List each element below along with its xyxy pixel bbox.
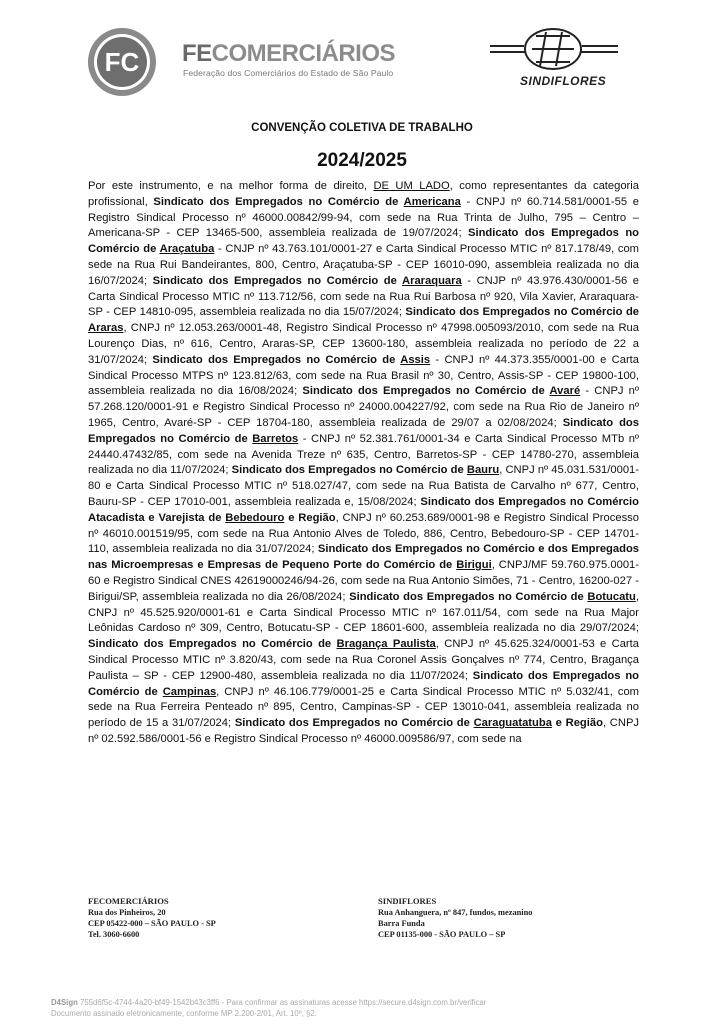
text-segment: - CNJP nº 43.763.101/0001-27 e Carta Sindical Processo MTIC nº 817.178/49, com sede na Rua Rui Bandeirantes, 800, Centro, Araçatuba-SP - CEP 16010-090, assembleia realizada no dia 16/07/2024; xyxy=(88,243,639,287)
bold-text-segment: Bauru xyxy=(466,464,500,477)
footer-left-line3: Tel. 3060-6600 xyxy=(88,930,140,939)
document-year: 2024/2025 xyxy=(317,150,407,171)
bold-text-segment: Araçatuba xyxy=(159,243,215,256)
bold-text-segment: Barretos xyxy=(252,432,299,445)
fecomerciarios-logo xyxy=(86,26,158,98)
bold-text-segment: Birigui xyxy=(456,559,492,572)
footer-left-line1: Rua dos Pinheiros, 20 xyxy=(88,908,166,917)
text-segment: - CNJP nº 43.976.430/0001-56 e Carta Sindical Processo MTIC nº 113.712/56, com sede na Rua Rui Barbosa nº 920, Vila Xavier, Araraquara-SP - CEP 14810-095, assembleia realizada no dia 15/07/2024; xyxy=(88,274,639,319)
letterhead xyxy=(0,0,724,110)
text-segment: , CNPJ/MF 59.760.975.0001-60 e Registro Sindical CNES 42619000246/94-26, com sede na Rua Antonio Simões, 71 - Centro, 16200-027 - Birigui/SP, assembleia realizada no dia 26/08/2024; xyxy=(88,559,639,603)
agreement-body-text xyxy=(88,179,639,748)
fecomerciarios-subtitle: Federação dos Comerciários do Estado de São Paulo xyxy=(183,68,394,78)
footer-right-name: SINDIFLORES xyxy=(378,896,437,906)
bold-text-segment: Sindicato dos Empregados no Comércio de xyxy=(231,464,467,477)
text-segment: , CNPJ nº 45.525.920/0001-61 e Carta Sindical Processo MTIC nº 167.011/54, com sede na Rua Major Leônidas Cardoso nº 309, Centro, Botucatu-SP - CEP 18601-600, assembleia realizada no dia 29/07/2024; xyxy=(88,590,639,635)
bold-text-segment: Campinas xyxy=(162,685,217,698)
bold-text-segment: e Região xyxy=(284,511,336,524)
d4sign-legal-line: Documento assinado eletronicamente, conforme MP 2.200-2/01, Art. 10º, §2. xyxy=(51,1009,317,1018)
bold-text-segment: Araraquara xyxy=(402,274,462,287)
footer-left-name: FECOMERCIÁRIOS xyxy=(88,896,169,906)
text-segment: , CNPJ nº 02.592.586/0001-56 e Registro Sindical Processo nº 46000.009586/97, com sede na xyxy=(88,717,639,745)
bold-text-segment: Bragança Paulista xyxy=(336,638,436,651)
text-segment: , CNPJ nº 60.253.689/0001-98 e Registro Sindical Processo nº 46010.001519/95, com sede na Rua Antonio Alves de Toledo, 886, Centro, Bebedouro-SP - CEP 14701-110, assembleia realizada no dia 31/07/2024; xyxy=(88,511,639,556)
fc-name-rest: COMERCIÁRIOS xyxy=(211,40,396,67)
text-segment: - CNPJ nº 57.268.120/0001-91 e Registro Sindical Processo nº 24000.004227/92, com sede na Rua Rio de Janeiro nº 1965, Centro, Avaré-SP - CEP 18704-180, assembleia realizada de 29/07 a 02/08/2024; xyxy=(88,385,639,429)
bold-text-segment: Sindicato dos Empregados no Comércio de xyxy=(234,717,474,730)
fc-logo-letters: FC xyxy=(104,47,140,77)
d4sign-brand: D4Sign xyxy=(51,998,78,1007)
fc-name-fe: FE xyxy=(182,40,212,67)
bold-text-segment: Sindicato dos Empregados no Comércio Atacadista e Varejista de xyxy=(88,495,639,524)
sindiflores-name: SINDIFLORES xyxy=(520,74,607,88)
bold-text-segment: Avaré xyxy=(549,385,581,398)
bold-text-segment: Sindicato dos Empregados no Comércio de xyxy=(349,590,588,603)
text-segment: , CNPJ nº 46.106.779/0001-25 e Carta Sindical Processo MTIC nº 5.032/41, com sede na Rua Ferreira Penteado nº 895, Centro, Campinas-SP - CEP 13010-041, assembleia realizada no período de 15 a 31/07/2024; xyxy=(88,685,640,730)
bold-text-segment: Sindicato dos Empregados no Comércio de xyxy=(88,416,639,445)
sindiflores-logo xyxy=(486,24,622,74)
d4sign-stamp xyxy=(51,997,486,1019)
text-segment: , CNPJ nº 45.625.324/0001-53 e Carta Sindical Processo MTIC nº 3.820/43, com sede na Rua Coronel Assis Gonçalves nº 774, Centro, Bragança Paulista – SP - CEP 12900-480, assembleia realizada no dia 11/07/2024; xyxy=(88,638,639,682)
bold-text-segment: Sindicato dos Empregados no Comércio de xyxy=(405,306,639,319)
text-segment: - CNPJ nº 60.714.581/0001-55 e Registro Sindical Processo nº 46000.00842/99-94, com sede na Rua Trinta de Julho, 795 – Centro – Americana-SP - CEP 13465-500, assembleia realizada de 19/07/2024; xyxy=(88,195,640,240)
bold-text-segment: Botucatu xyxy=(587,590,636,603)
footer-right-line3: CEP 01135-000 - SÃO PAULO – SP xyxy=(378,930,506,939)
bold-text-segment: Araras xyxy=(88,322,124,335)
bold-text-segment: e Região xyxy=(551,717,603,730)
bold-text-segment: Americana xyxy=(403,195,461,208)
text-segment: - CNPJ nº 52.381.761/0001-34 e Carta Sindical Processo MTb nº 24440.47432/85, com sede na Avenida Treze nº 635, Centro, Barretos-SP - CEP 14780-270, assembleia realizada no dia 11/07/2024; xyxy=(88,432,640,477)
bold-text-segment: Sindicato dos Empregados no Comércio de xyxy=(302,385,550,398)
bold-text-segment: Sindicato dos Empregados no Comércio de xyxy=(88,669,639,698)
bold-text-segment: Bebedouro xyxy=(225,511,285,524)
fecomerciarios-name xyxy=(182,40,395,68)
text-segment: DE UM LADO xyxy=(373,180,450,192)
text-segment: , CNPJ nº 12.053.263/0001-48, Registro Sindical Processo nº 47998.005093/2010, com sede na Rua Lourenço Dias, nº 616, Centro, Araras-SP, CEP 13600-180, assembleia realizada no período de 22 a 31/07/2024; xyxy=(88,322,639,366)
bold-text-segment: Sindicato dos Empregados no Comércio e dos Empregados nas Microempresas e Empresas de Pequeno Porte do Comércio de xyxy=(88,543,639,572)
text-segment: Por este instrumento, e na melhor forma de direito, xyxy=(88,180,374,192)
footer-sindiflores-address xyxy=(378,896,532,940)
text-segment: - CNPJ nº 44.373.355/0001-00 e Carta Sindical Processo MTPS nº 123.812/63, com sede na Rua Brasil nº 30, Centro, Assis-SP - CEP 19800-100, assembleia realizada no dia 16/08/2024; xyxy=(88,353,639,398)
bold-text-segment: Sindicato dos Empregados no Comércio de xyxy=(88,638,337,651)
footer-left-line2: CEP 05422-000 – SÃO PAULO - SP xyxy=(88,919,216,928)
bold-text-segment: Sindicato dos Empregados no Comércio de xyxy=(88,227,639,256)
bold-text-segment: Sindicato dos Empregados no Comércio de xyxy=(153,195,404,208)
bold-text-segment: Assis xyxy=(400,353,431,366)
footer-right-line2: Barra Funda xyxy=(378,919,425,928)
text-segment: , como representantes da categoria profissional, xyxy=(88,180,639,208)
bold-text-segment: Sindicato dos Empregados no Comércio de xyxy=(152,353,401,366)
d4sign-verify-line: 755d6f5c-4744-4a20-bf49-1542b43c3ff6 - Para confirmar as assinaturas acesse https://secure.d4sign.com.br/verificar xyxy=(77,998,487,1007)
text-segment: , CNPJ nº 45.031.531/0001-80 e Carta Sindical Processo MTIC nº 518.027/47, com sede na Rua Batista de Carvalho nº 677, Centro, Bauru-SP - CEP 17010-001, assembleia realizada e, 15/08/2024; xyxy=(88,464,639,508)
bold-text-segment: Sindicato dos Empregados no Comércio de xyxy=(152,274,403,287)
footer-right-line1: Rua Anhanguera, nº 847, fundos, mezanino xyxy=(378,908,533,917)
footer-fecomerciarios-address xyxy=(88,896,216,940)
document-title: CONVENÇÃO COLETIVA DE TRABALHO xyxy=(251,122,473,134)
bold-text-segment: Caraguatatuba xyxy=(473,717,552,730)
